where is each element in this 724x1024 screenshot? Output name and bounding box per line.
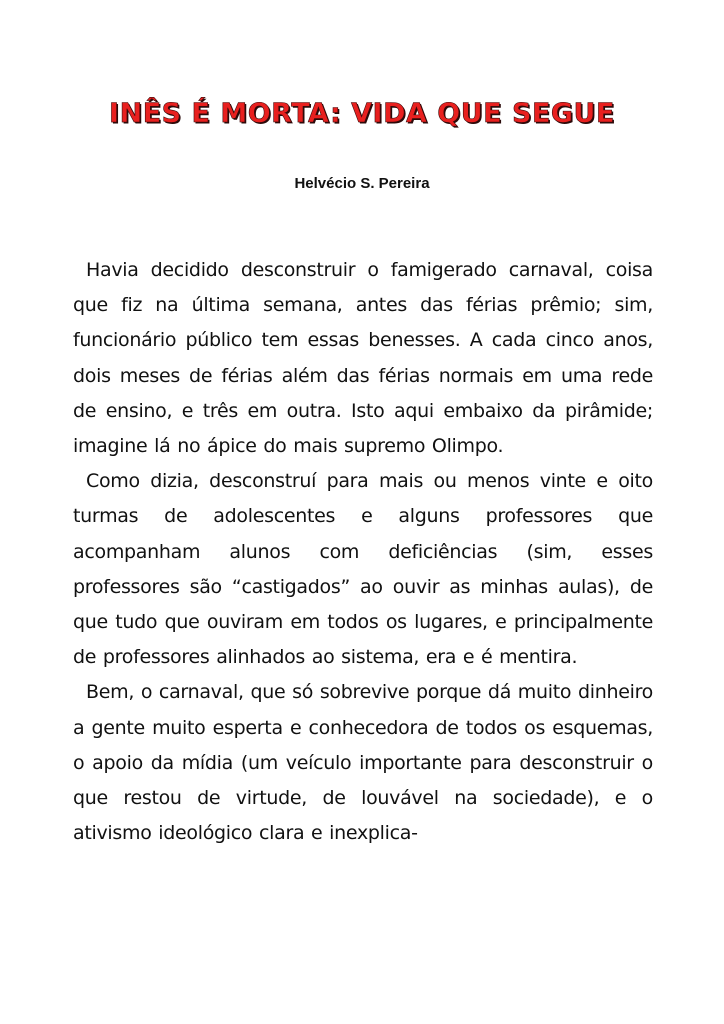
author-name: Helvécio S. Pereira [294,175,430,192]
paragraph-1: Havia decidido desconstruir o famigerado carnaval, coisa que fiz na última semana, antes das férias prêmio; sim, funcionário público tem essas benesses. A cada cinco anos, dois meses de férias além das férias normais em uma rede de ensino, e três em outra. Isto aqui embaixo da pirâmide; imagine lá no ápice do mais supremo Olimpo. [73,259,653,458]
document-body [73,253,653,851]
paragraph-3: Bem, o carnaval, que só sobrevive porque dá muito dinheiro a gente muito esperta e conhecedora de todos os esquemas, o apoio da mídia (um veículo importante para desconstruir o que restou de virtude, de louvável na sociedade), e o ativismo ideológico clara e inexplica- [73,681,653,845]
document-title: INÊS É MORTA: VIDA QUE SEGUE [109,98,615,129]
paragraph-2: Como dizia, desconstruí para mais ou menos vinte e oito turmas de adolescentes e alguns professores que acompanham alunos com deficiências (sim, esses professores são “castigados” ao ouvir as minhas aulas), de que tudo que ouviram em todos os lugares, e principalmente de professores alinhados ao sistema, era e é mentira. [73,470,653,669]
